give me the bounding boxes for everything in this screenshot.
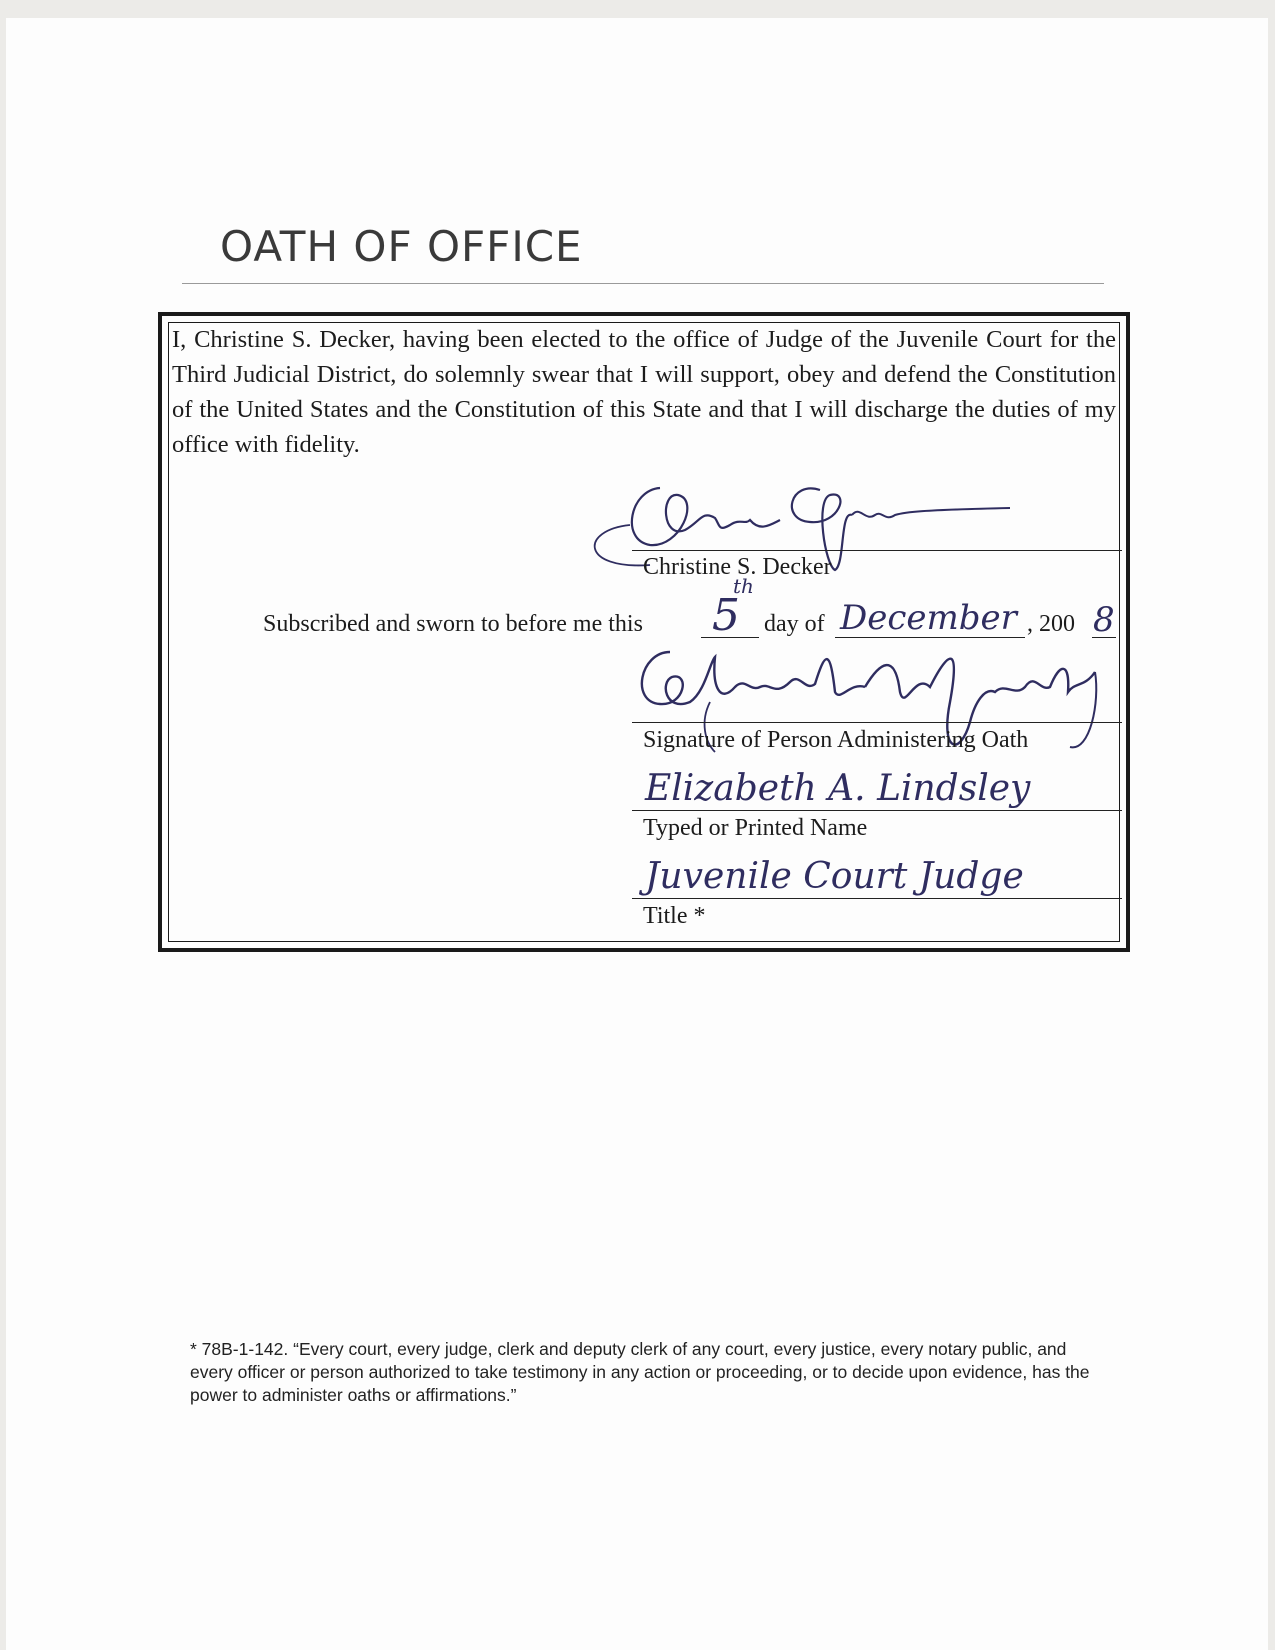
sworn-day-handwritten: 5 — [712, 590, 740, 641]
sworn-prefix: Subscribed and sworn to before me this — [263, 611, 643, 637]
sworn-month-handwritten: December — [840, 598, 1017, 638]
administrator-title-handwritten: Juvenile Court Judge — [645, 856, 1024, 897]
administrator-printed-name: Elizabeth A. Lindsley — [645, 768, 1031, 809]
title-label: Title * — [643, 903, 706, 929]
sworn-year-handwritten: 8 — [1093, 600, 1115, 640]
title-line — [632, 898, 1122, 899]
oath-taker-name: Christine S. Decker — [643, 554, 832, 580]
document-title: OATH OF OFFICE — [220, 222, 583, 271]
administrator-signature-line — [632, 722, 1122, 723]
day-of-label: day of — [764, 611, 825, 637]
printed-name-line — [632, 810, 1122, 811]
title-underline — [182, 283, 1104, 284]
sworn-day-suffix-handwritten: th — [733, 574, 754, 598]
oath-taker-signature-line — [632, 550, 1122, 551]
oath-paragraph: I, Christine S. Decker, having been elected to the office of Judge of the Juvenile Court for the Third Judicial District, do solemnly swear that I will support, obey and defend the Constitution of the United States and the Constitution of this State and that I will discharge the duties of my office with fidelity. — [172, 326, 1116, 458]
year-prefix: , 200 — [1027, 611, 1075, 637]
administrator-signature-label: Signature of Person Administering Oath — [643, 727, 1029, 753]
printed-name-label: Typed or Printed Name — [643, 815, 868, 841]
statute-footnote: * 78B-1-142. “Every court, every judge, clerk and deputy clerk of any court, every justice, every notary public, and every officer or person authorized to take testimony in any action or proceeding, or to decide upon evidence, has the power to administer oaths or affirmations.” — [190, 1339, 1090, 1405]
